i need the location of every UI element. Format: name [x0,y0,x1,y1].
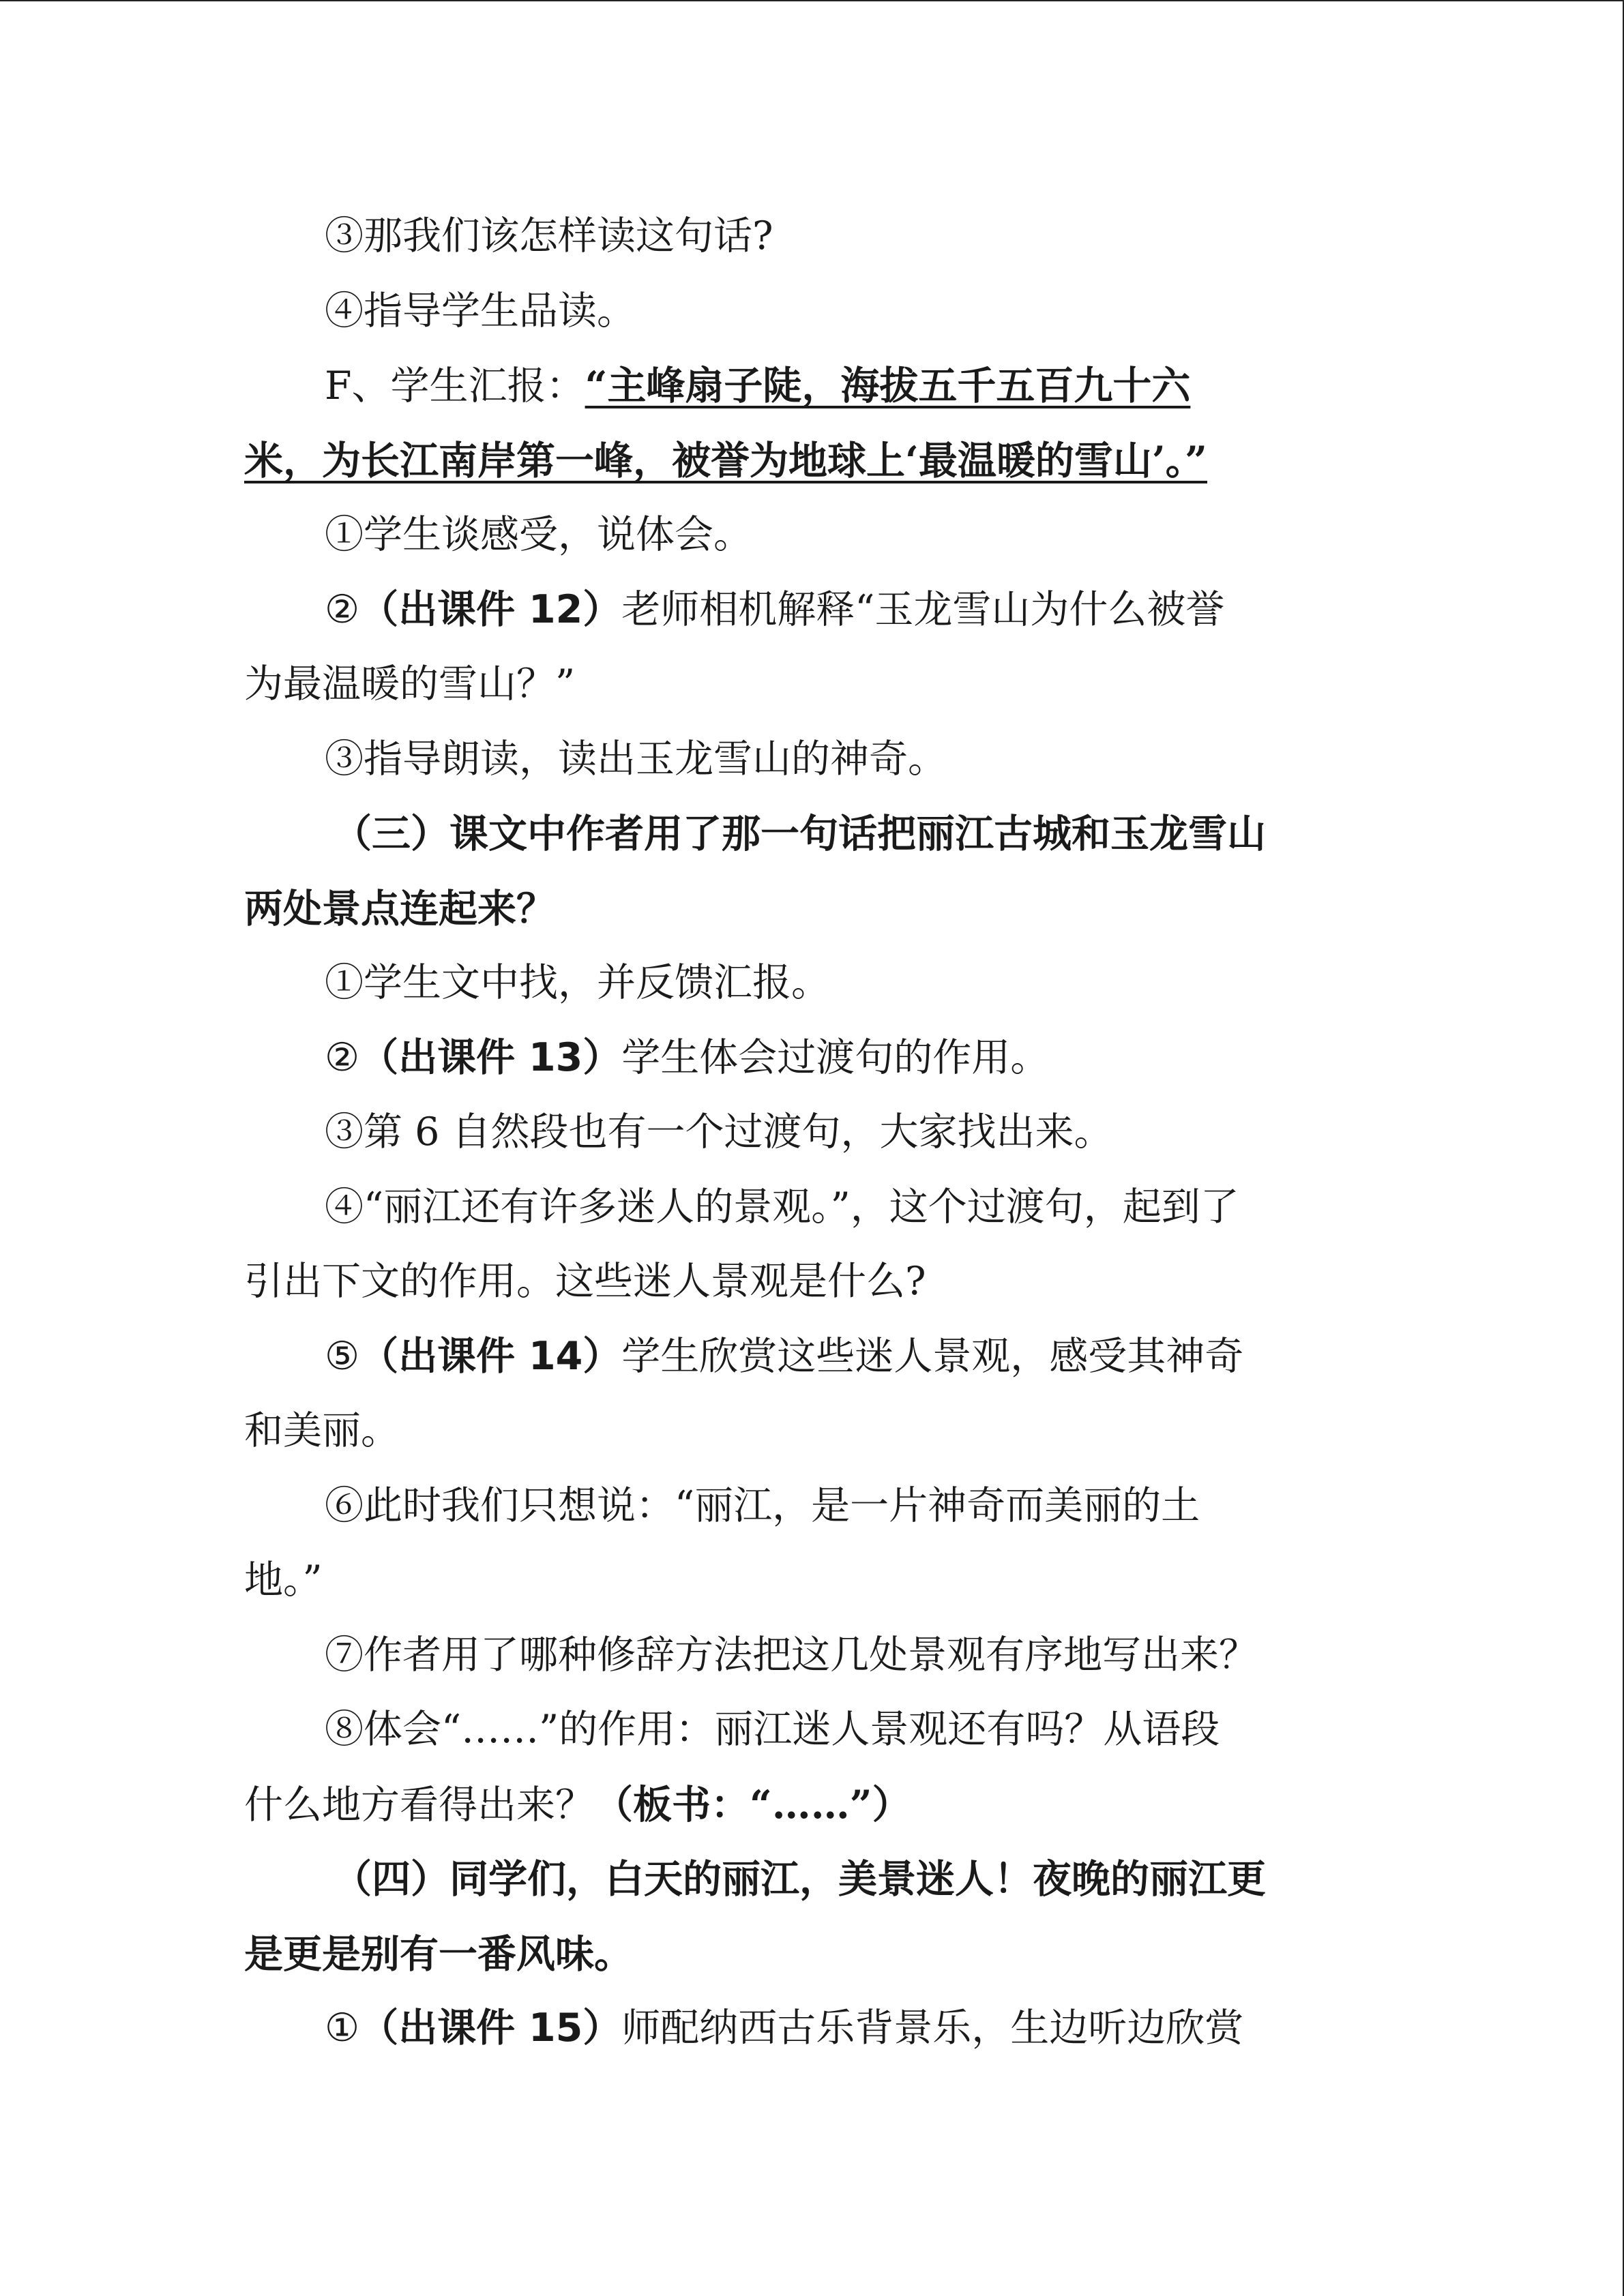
paragraph-line [244,1021,1376,1096]
section-heading [244,1842,1376,1917]
item-number: ① [325,2006,360,2051]
paragraph-line [244,498,1376,573]
text: 老师相机解释“玉龙雪山为什么被誉 [621,586,1225,632]
heading-text: （三）课文中作者用了那一句话把丽江古城和玉龙雪山 [333,811,1266,856]
paragraph-line [244,348,1376,423]
underlined-quote: “主峰扇子陡，海拔五千五百九十六 [585,363,1191,408]
heading-text: 两处景点连起来？ [244,885,555,931]
heading-text: 是更是别有一番风味。 [244,1930,633,1977]
heading-text: （四）同学们，白天的丽江，美景迷人！夜晚的丽江更 [333,1856,1266,1902]
text: ④“丽江还有许多迷人的景观。”，这个过渡句，起到了 [325,1184,1239,1229]
item-number: ② [325,586,360,632]
item-number: ⑤ [325,1333,360,1379]
text: F、学生汇报： [325,363,585,408]
section-heading [244,1917,1376,1992]
text: 学生体会过渡句的作用。 [621,1034,1050,1080]
paragraph-line [244,1170,1376,1245]
section-heading [244,871,1376,946]
text: 引出下文的作用。这些迷人景观是什么? [244,1259,926,1304]
text: 什么地方看得出来？ [244,1782,594,1828]
paragraph-line [244,1991,1376,2066]
paragraph-line [244,946,1376,1021]
text: ⑧体会“……”的作用：丽江迷人景观还有吗？从语段 [325,1707,1220,1752]
paragraph-line [244,1543,1376,1618]
text: ③指导朗读，读出玉龙雪山的神奇。 [325,736,947,781]
board-note: （板书：“……”） [594,1781,911,1828]
text: ④指导学生品读。 [325,288,636,333]
paragraph-line [244,199,1376,274]
paragraph-line [244,722,1376,797]
section-heading [244,796,1376,871]
text: ⑦作者用了哪种修辞方法把这几处景观有序地写出来？ [325,1632,1258,1678]
text: ③第 6 自然段也有一个过渡句，大家找出来。 [325,1109,1113,1154]
courseware-mark: （出课件 13） [359,1034,622,1080]
paragraph-line [244,1394,1376,1469]
paragraph-line [244,1320,1376,1395]
paragraph-line [244,1693,1376,1768]
paragraph-line [244,1768,1376,1843]
text: 师配纳西古乐背景乐，生边听边欣赏 [621,2006,1244,2051]
text: 学生欣赏这些迷人景观，感受其神奇 [621,1333,1244,1379]
text: ①学生谈感受，说体会。 [325,512,752,557]
paragraph-line [244,573,1376,648]
underlined-quote: 米，为长江南岸第一峰，被誉为地球上‘最温暖的雪山’。” [244,437,1207,483]
item-number: ② [325,1034,360,1080]
paragraph-line [244,1095,1376,1170]
text: 地。” [244,1557,323,1602]
paragraph-line [244,1469,1376,1544]
paragraph-line [244,423,1376,498]
text: 为最温暖的雪山？” [244,661,576,706]
text: ③那我们该怎样读这句话? [325,213,773,258]
text: 和美丽。 [244,1408,400,1453]
paragraph-line [244,647,1376,722]
text: ①学生文中找，并反馈汇报。 [325,960,830,1005]
courseware-mark: （出课件 15） [359,2006,622,2051]
paragraph-line [244,1618,1376,1693]
courseware-mark: （出课件 14） [359,1333,622,1379]
lesson-plan-body [244,199,1376,2066]
courseware-mark: （出课件 12） [359,586,622,632]
paragraph-line [244,274,1376,349]
text: ⑥此时我们只想说：“丽江，是一片神奇而美丽的土 [325,1482,1200,1528]
paragraph-line [244,1244,1376,1320]
